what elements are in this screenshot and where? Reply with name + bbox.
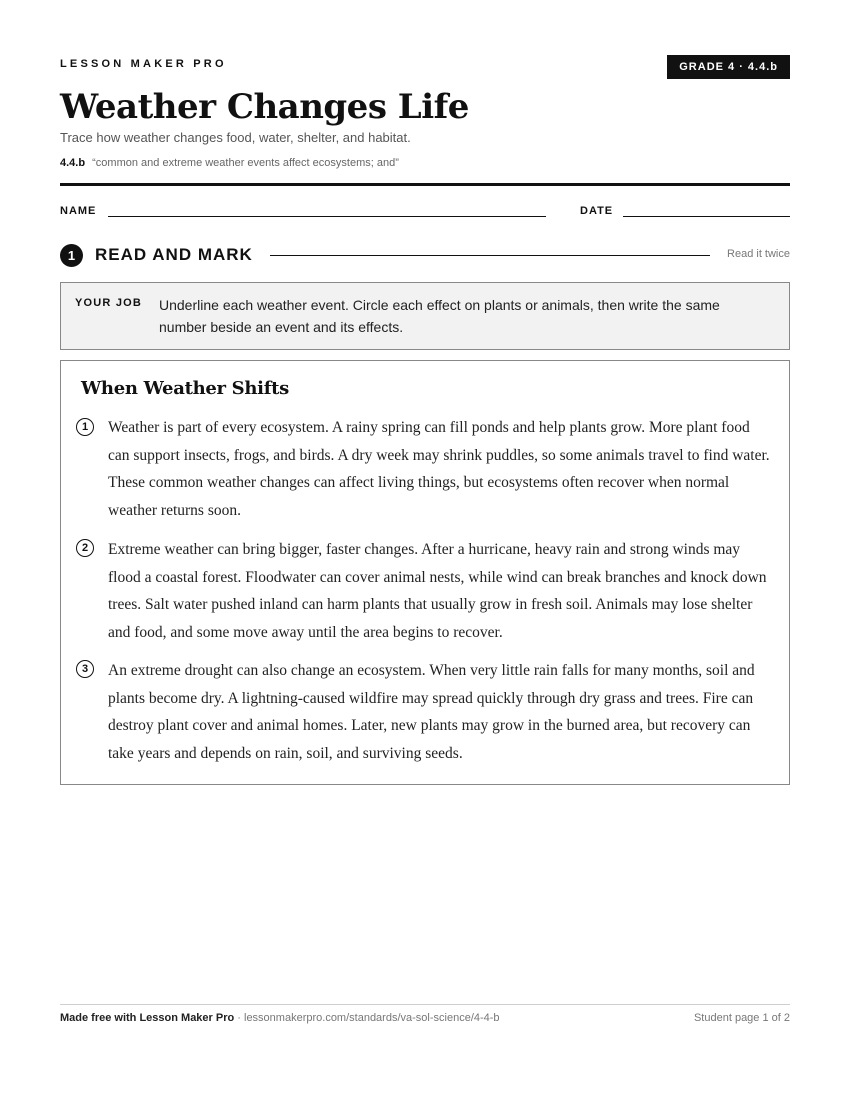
section-title: READ AND MARK [95,245,253,264]
date-label: DATE [580,205,614,217]
footer-credit [60,1012,500,1024]
date-field[interactable] [623,216,790,217]
footer-made-with: Made free with Lesson Maker Pro [60,1012,235,1024]
brand-name: LESSON MAKER PRO [60,58,227,70]
standard-code: 4.4.b [60,157,86,169]
name-label: NAME [60,205,97,217]
passage-title: When Weather Shifts [81,378,289,399]
instructions-label: YOUR JOB [75,297,143,309]
paragraph-3: An extreme drought can also change an ecosystem. When very little rain falls for many months, soil and plants become dry. A lightning-caused wildfire may spread quickly through dry grass and trees. Fire can destroy plant cover and animal homes. Later, new plants may grow in the burned area, but recovery can take years and depends on rain, soil, and surviving seeds. [108,662,755,762]
page-subtitle: Trace how weather changes food, water, shelter, and habitat. [60,130,411,145]
paragraph-2: Extreme weather can bring bigger, faster changes. After a hurricane, heavy rain and strong winds may flood a coastal forest. Floodwater can cover animal nests, while wind can break branches and knock down trees. Salt water pushed inland can harm plants that usually grow in fresh soil. Animals may lose shelter and food, and some move away until the area begins to recover. [108,541,767,641]
step-number-badge: 1 [60,244,83,267]
footer-url[interactable]: lessonmakerpro.com/standards/va-sol-science/4-4-b [244,1012,500,1024]
section-divider [270,255,710,256]
instructions-text: Underline each weather event. Circle each effect on plants or animals, then write the same number beside an event and its effects. [159,297,720,335]
paragraph-number-3: 3 [76,660,94,678]
section-note: Read it twice [727,248,790,260]
instructions-box [60,282,790,350]
footer-divider [60,1004,790,1005]
paragraph-1: Weather is part of every ecosystem. A rainy spring can fill ponds and help plants grow. More plant food can support insects, frogs, and birds. A dry week may shrink puddles, so some animals travel to find water. These common weather changes can affect living things, but ecosystems often recover when normal weather returns soon. [108,419,770,519]
paragraph-number-2: 2 [76,539,94,557]
name-field[interactable] [108,216,546,217]
paragraph-number-1: 1 [76,418,94,436]
footer-page-number: Student page 1 of 2 [693,1012,790,1024]
footer-separator: · [234,1012,244,1024]
standard-line [60,157,399,169]
grade-badge: GRADE 4 · 4.4.b [667,55,790,79]
standard-text: “common and extreme weather events affect ecosystems; and” [92,157,399,169]
page-title: Weather Changes Life [60,87,469,127]
reading-passage [60,360,790,785]
header-divider [60,183,790,186]
